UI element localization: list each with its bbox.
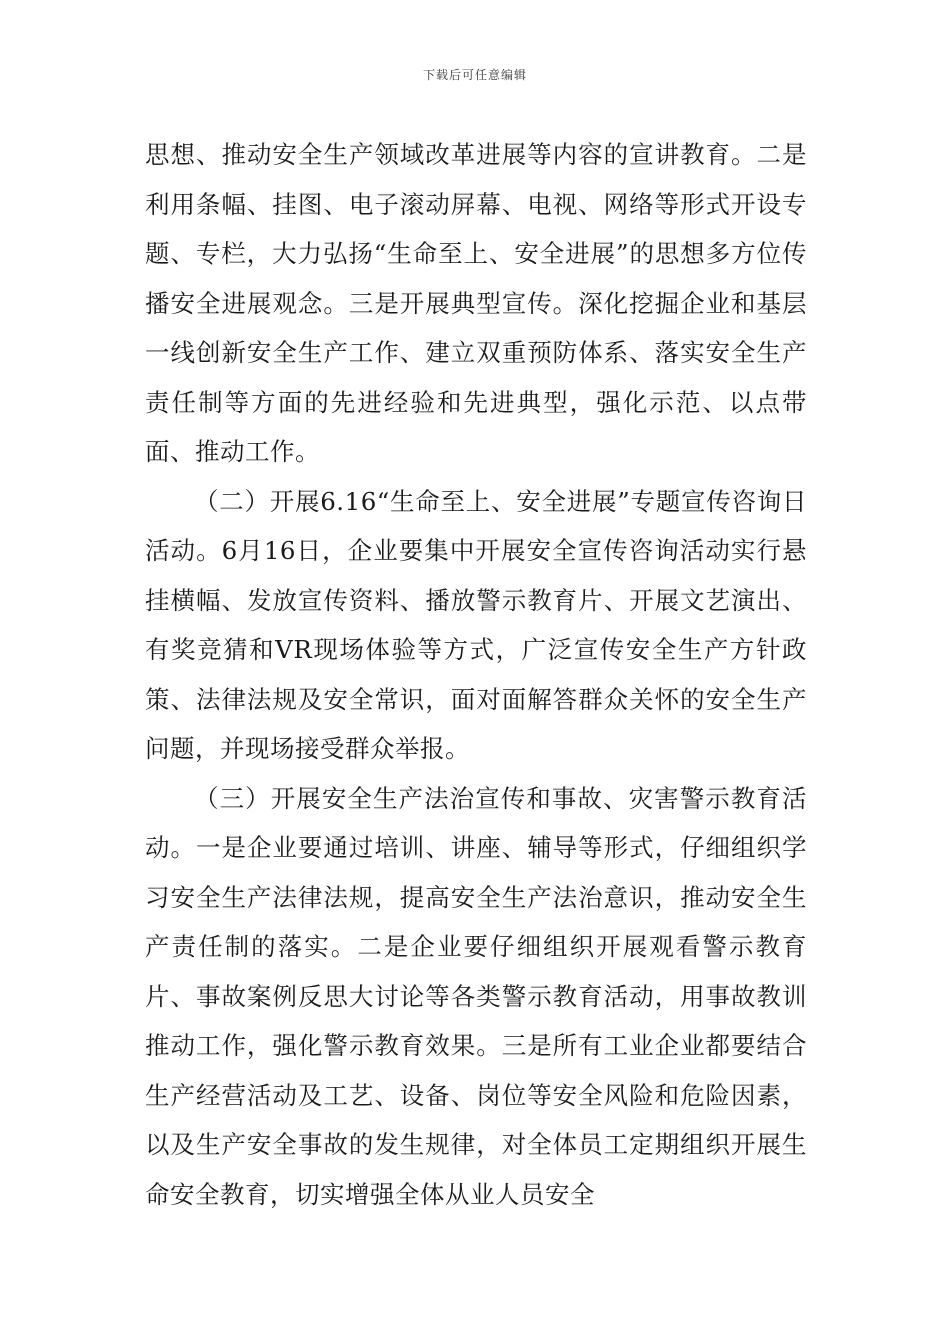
document-body	[145, 130, 807, 1219]
page-header-note: 下载后可任意编辑	[422, 68, 527, 82]
paragraph-section-3: （三）开展安全生产法治宣传和事故、灾害警示教育活动。一是企业要通过培训、讲座、辅导等形式，仔细组织学习安全生产法律法规，提高安全生产法治意识，推动安全生产责任制的落实。二是企业要仔细组织开展观看警示教育片、事故案例反思大讨论等各类警示教育活动，用事故教训推动工作，强化警示教育效果。三是所有工业企业都要结合生产经营活动及工艺、设备、岗位等安全风险和危险因素，以及生产安全事故的发生规律，对全体员工定期组织开展生命安全教育，切实增强全体从业人员安全	[145, 783, 807, 1209]
paragraph-continuation: 思想、推动安全生产领域改革进展等内容的宣讲教育。二是利用条幅、挂图、电子滚动屏幕、电视、网络等形式开设专题、专栏，大力弘扬“生命至上、安全进展”的思想多方位传播安全进展观念。三是开展典型宣传。深化挖掘企业和基层一线创新安全生产工作、建立双重预防体系、落实安全生产责任制等方面的先进经验和先进典型，强化示范、以点带面、推动工作。	[145, 140, 807, 466]
paragraph-section-2: （二）开展6.16“生命至上、安全进展”专题宣传咨询日活动。6月16日，企业要集中开展安全宣传咨询活动实行悬挂横幅、发放宣传资料、播放警示教育片、开展文艺演出、有奖竞猜和VR现场体验等方式，广泛宣传安全生产方针政策、法律法规及安全常识，面对面解答群众关怀的安全生产问题，并现场接受群众举报。	[145, 486, 807, 763]
